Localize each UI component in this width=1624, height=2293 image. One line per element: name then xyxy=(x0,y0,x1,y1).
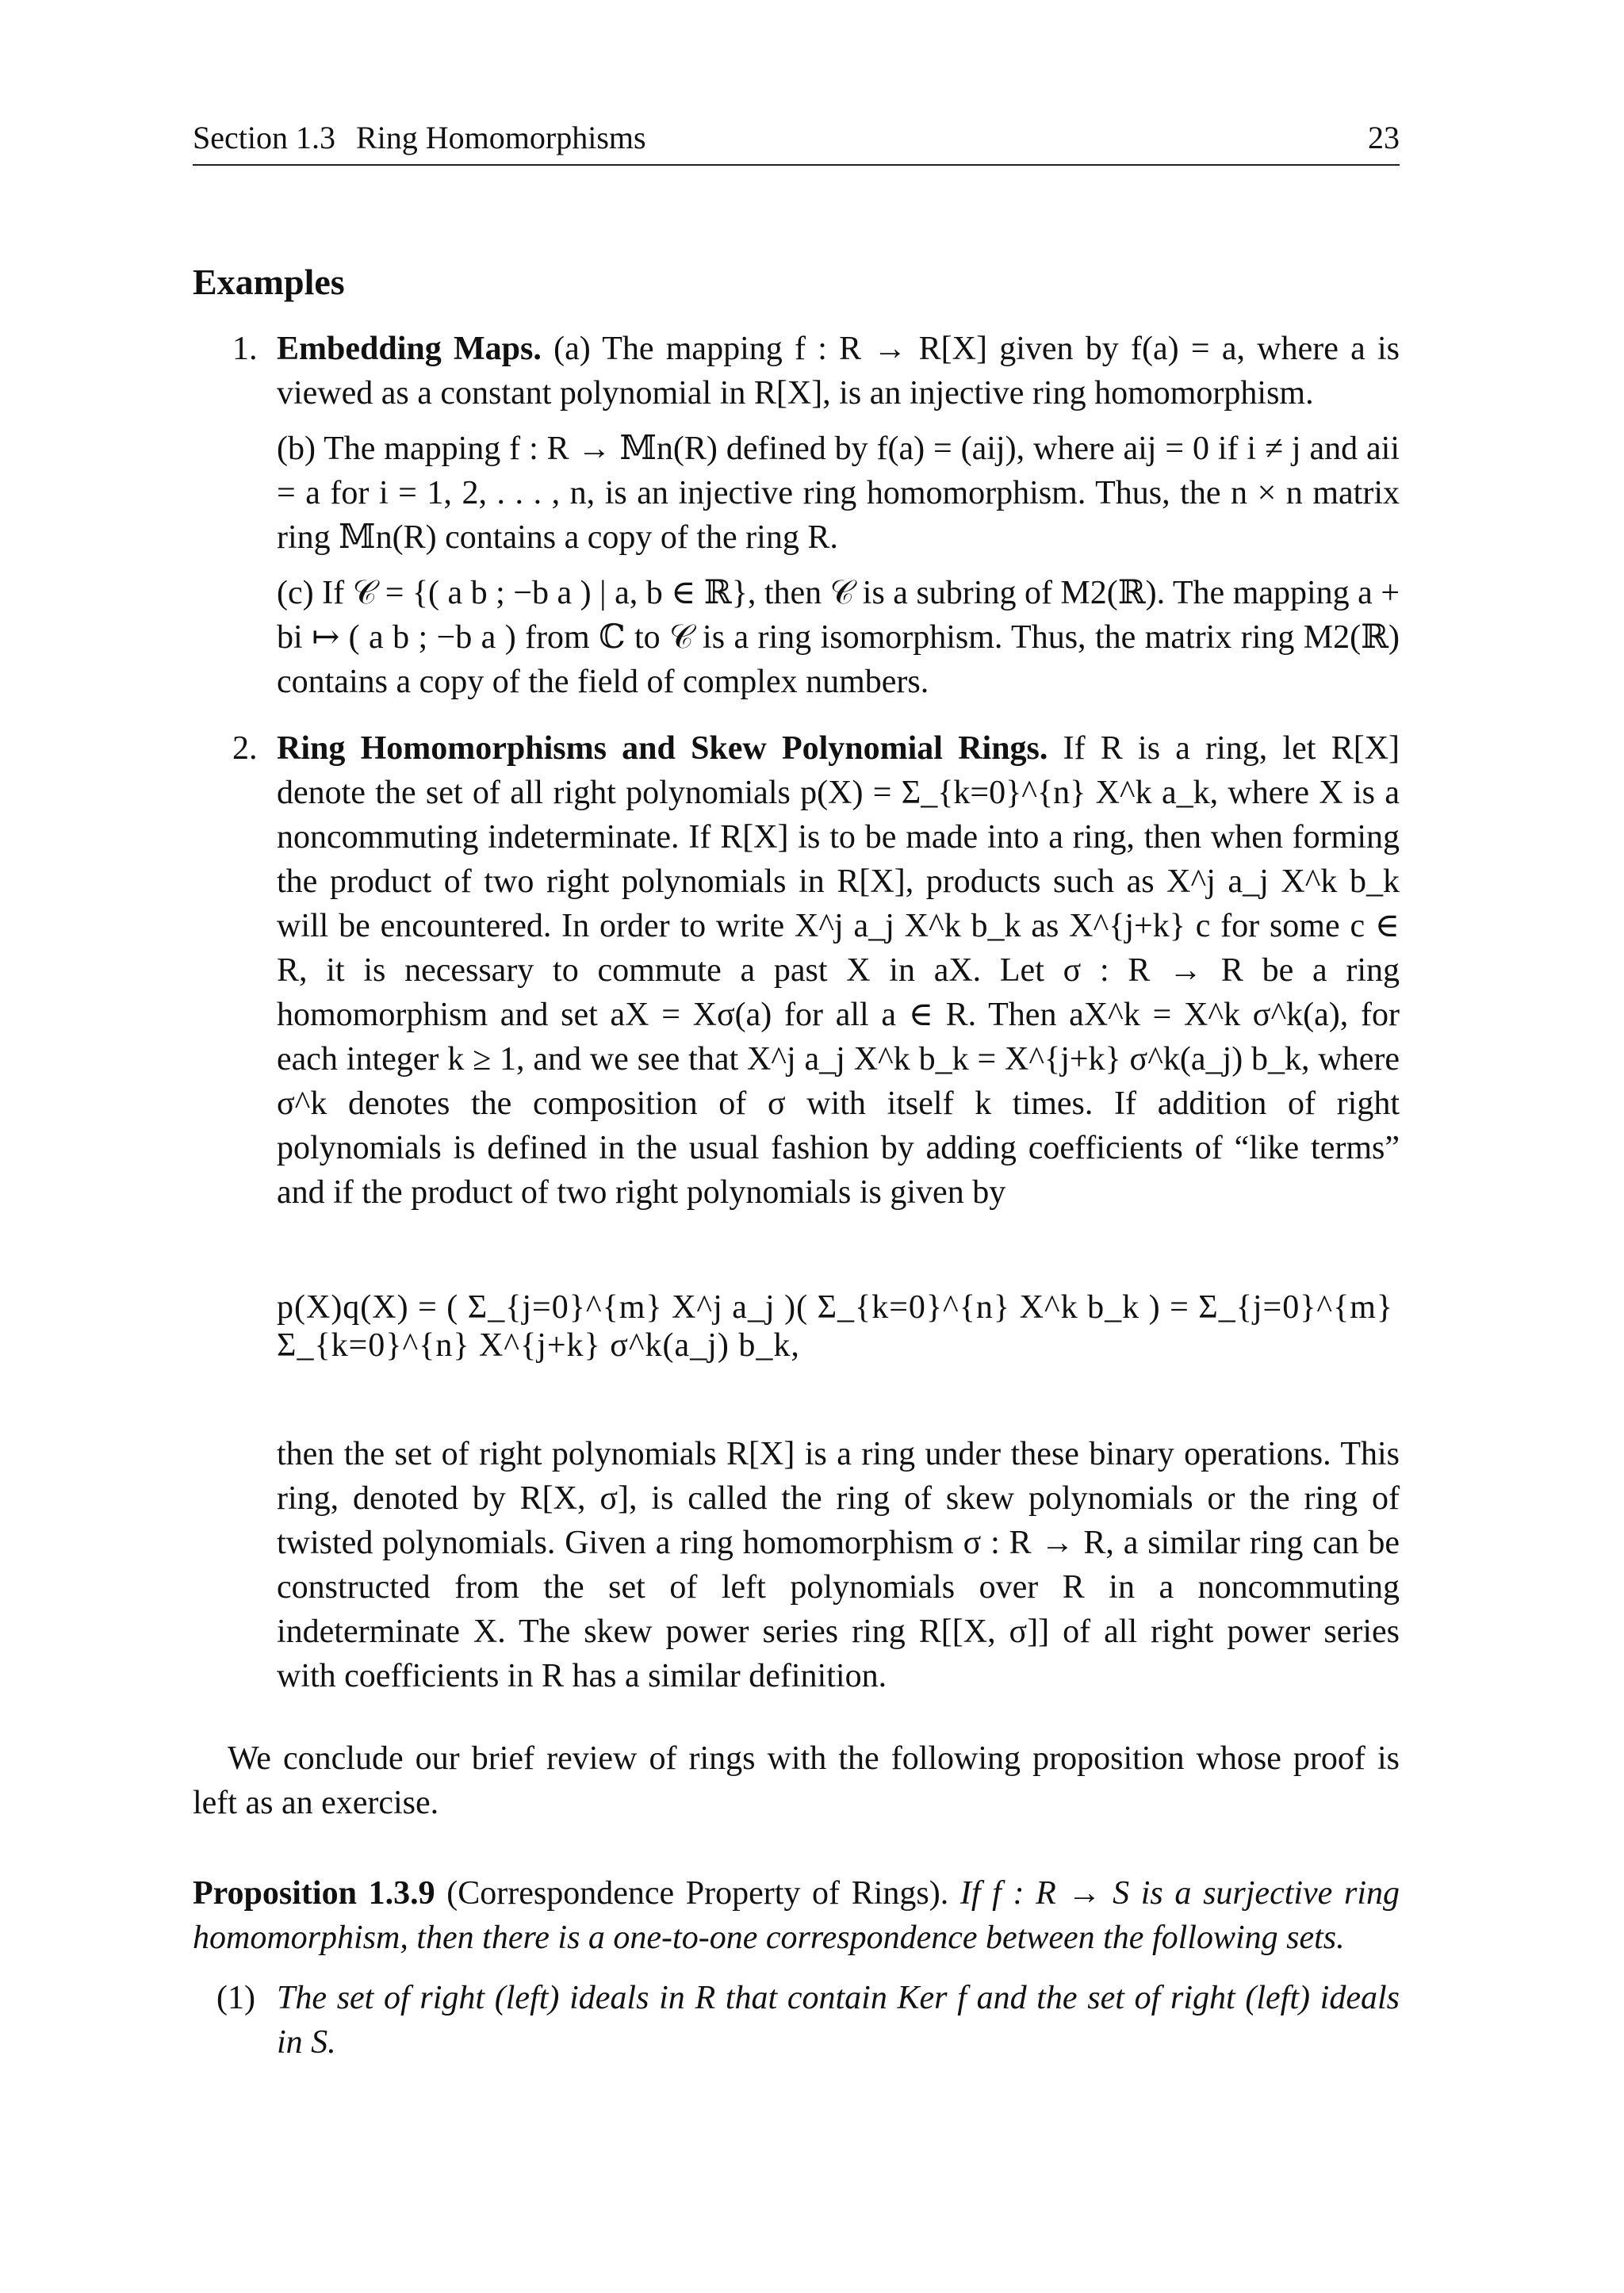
subitem-number: (1) xyxy=(216,1980,255,2016)
proposition-block xyxy=(193,1871,1400,2065)
item-number: 1. xyxy=(232,331,258,367)
examples-heading: Examples xyxy=(193,262,345,302)
item-number: 2. xyxy=(232,730,258,767)
proposition-name: (Correspondence Property of Rings). xyxy=(446,1875,949,1912)
example-paragraph-2: then the set of right polynomials R[X] is a ring under these binary operations. This ring, denoted by R[X, σ], is called the ring of skew polynomials or the ring of twisted polynomials. Given a ring homomorphism σ : R → R, a similar ring can be constructed from the set of left polynomials over R in a noncommuting indeterminate X. The skew power series ring R[[X, σ]] of all right power series with coefficients in R has a similar definition. xyxy=(277,1436,1400,1694)
example-paragraph-b: (b) The mapping f : R → 𝕄n(R) defined by f(a) = (aij), where aij = 0 if i ≠ j and aii = a for i = 1, 2, . . . , n, is an injective ring homomorphism. Thus, the n × n matrix ring 𝕄n(R) contains a copy of the ring R. xyxy=(277,431,1400,556)
proposition-text: If f : R → S is a surjective ring homomorphism, then there is a one-to-one correspondence between the following sets. xyxy=(193,1875,1400,1956)
display-formula xyxy=(277,1251,1400,1402)
examples-list xyxy=(193,327,1400,1698)
item-title: Embedding Maps. xyxy=(277,331,542,367)
example-paragraph-c: (c) If 𝒞 = {( a b ; −b a ) | a, b ∈ ℝ}, then 𝒞 is a subring of M2(ℝ). The mapping a + bi ↦ ( a b ; −b a ) from ℂ to 𝒞 is a ring isomorphism. Thus, the matrix ring M2(ℝ) contains a copy of the field of complex numbers. xyxy=(277,575,1400,700)
conclusion-paragraph: We conclude our brief review of rings with the following proposition whose proof is left as an exercise. xyxy=(193,1740,1400,1821)
proposition-statement xyxy=(193,1871,1400,1960)
paragraph-text: If R is a ring, let R[X] denote the set of all right polynomials p(X) = Σ_{k=0}^{n} X^k a_k, where X is a noncommuting indeterminate. If R[X] is to be made into a ring, then when forming the product of two right polynomials in R[X], products such as X^j a_j X^k b_k will be encountered. In order to write X^j a_j X^k b_k as X^{j+k} c for some c ∈ R, it is necessary to commute a past X in aX. Let σ : R → R be a ring homomorphism and set aX = Xσ(a) for all a ∈ R. Then aX^k = X^k σ^k(a), for each integer k ≥ 1, and we see that X^j a_j X^k b_k = X^{j+k} σ^k(a_j) b_k, where σ^k denotes the composition of σ with itself k times. If addition of right polynomials is defined in the usual fashion by adding coefficients of “like terms” and if the product of two right polynomials is given by xyxy=(277,730,1400,1211)
section-label xyxy=(193,119,646,156)
running-header xyxy=(193,119,1400,166)
example-item-2 xyxy=(232,726,1400,1698)
proposition-label: Proposition 1.3.9 xyxy=(193,1875,435,1912)
formula-text: p(X)q(X) = ( Σ_{j=0}^{m} X^j a_j )( Σ_{k=0}^{n} X^k b_k ) = Σ_{j=0}^{m} Σ_{k=0}^{n} X^{j+k} σ^k(a_j) b_k, xyxy=(277,1289,1394,1364)
page xyxy=(193,119,1400,2065)
example-item-1 xyxy=(232,327,1400,704)
proposition-subitem-1 xyxy=(193,1976,1400,2065)
section-number: Section 1.3 xyxy=(193,120,335,155)
example-paragraph-a xyxy=(277,327,1400,415)
item-title: Ring Homomorphisms and Skew Polynomial Rings. xyxy=(277,730,1048,767)
example-paragraph-1 xyxy=(277,726,1400,1215)
section-title: Ring Homomorphisms xyxy=(355,120,646,155)
subitem-text: The set of right (left) ideals in R that contain Ker f and the set of right (left) ideals in S. xyxy=(277,1980,1400,2061)
page-number: 23 xyxy=(1368,120,1400,155)
paragraph-text: (a) The mapping f : R → R[X] given by f(a) = a, where a is viewed as a constant polynomial in R[X], is an injective ring homomorphism. xyxy=(277,331,1400,412)
